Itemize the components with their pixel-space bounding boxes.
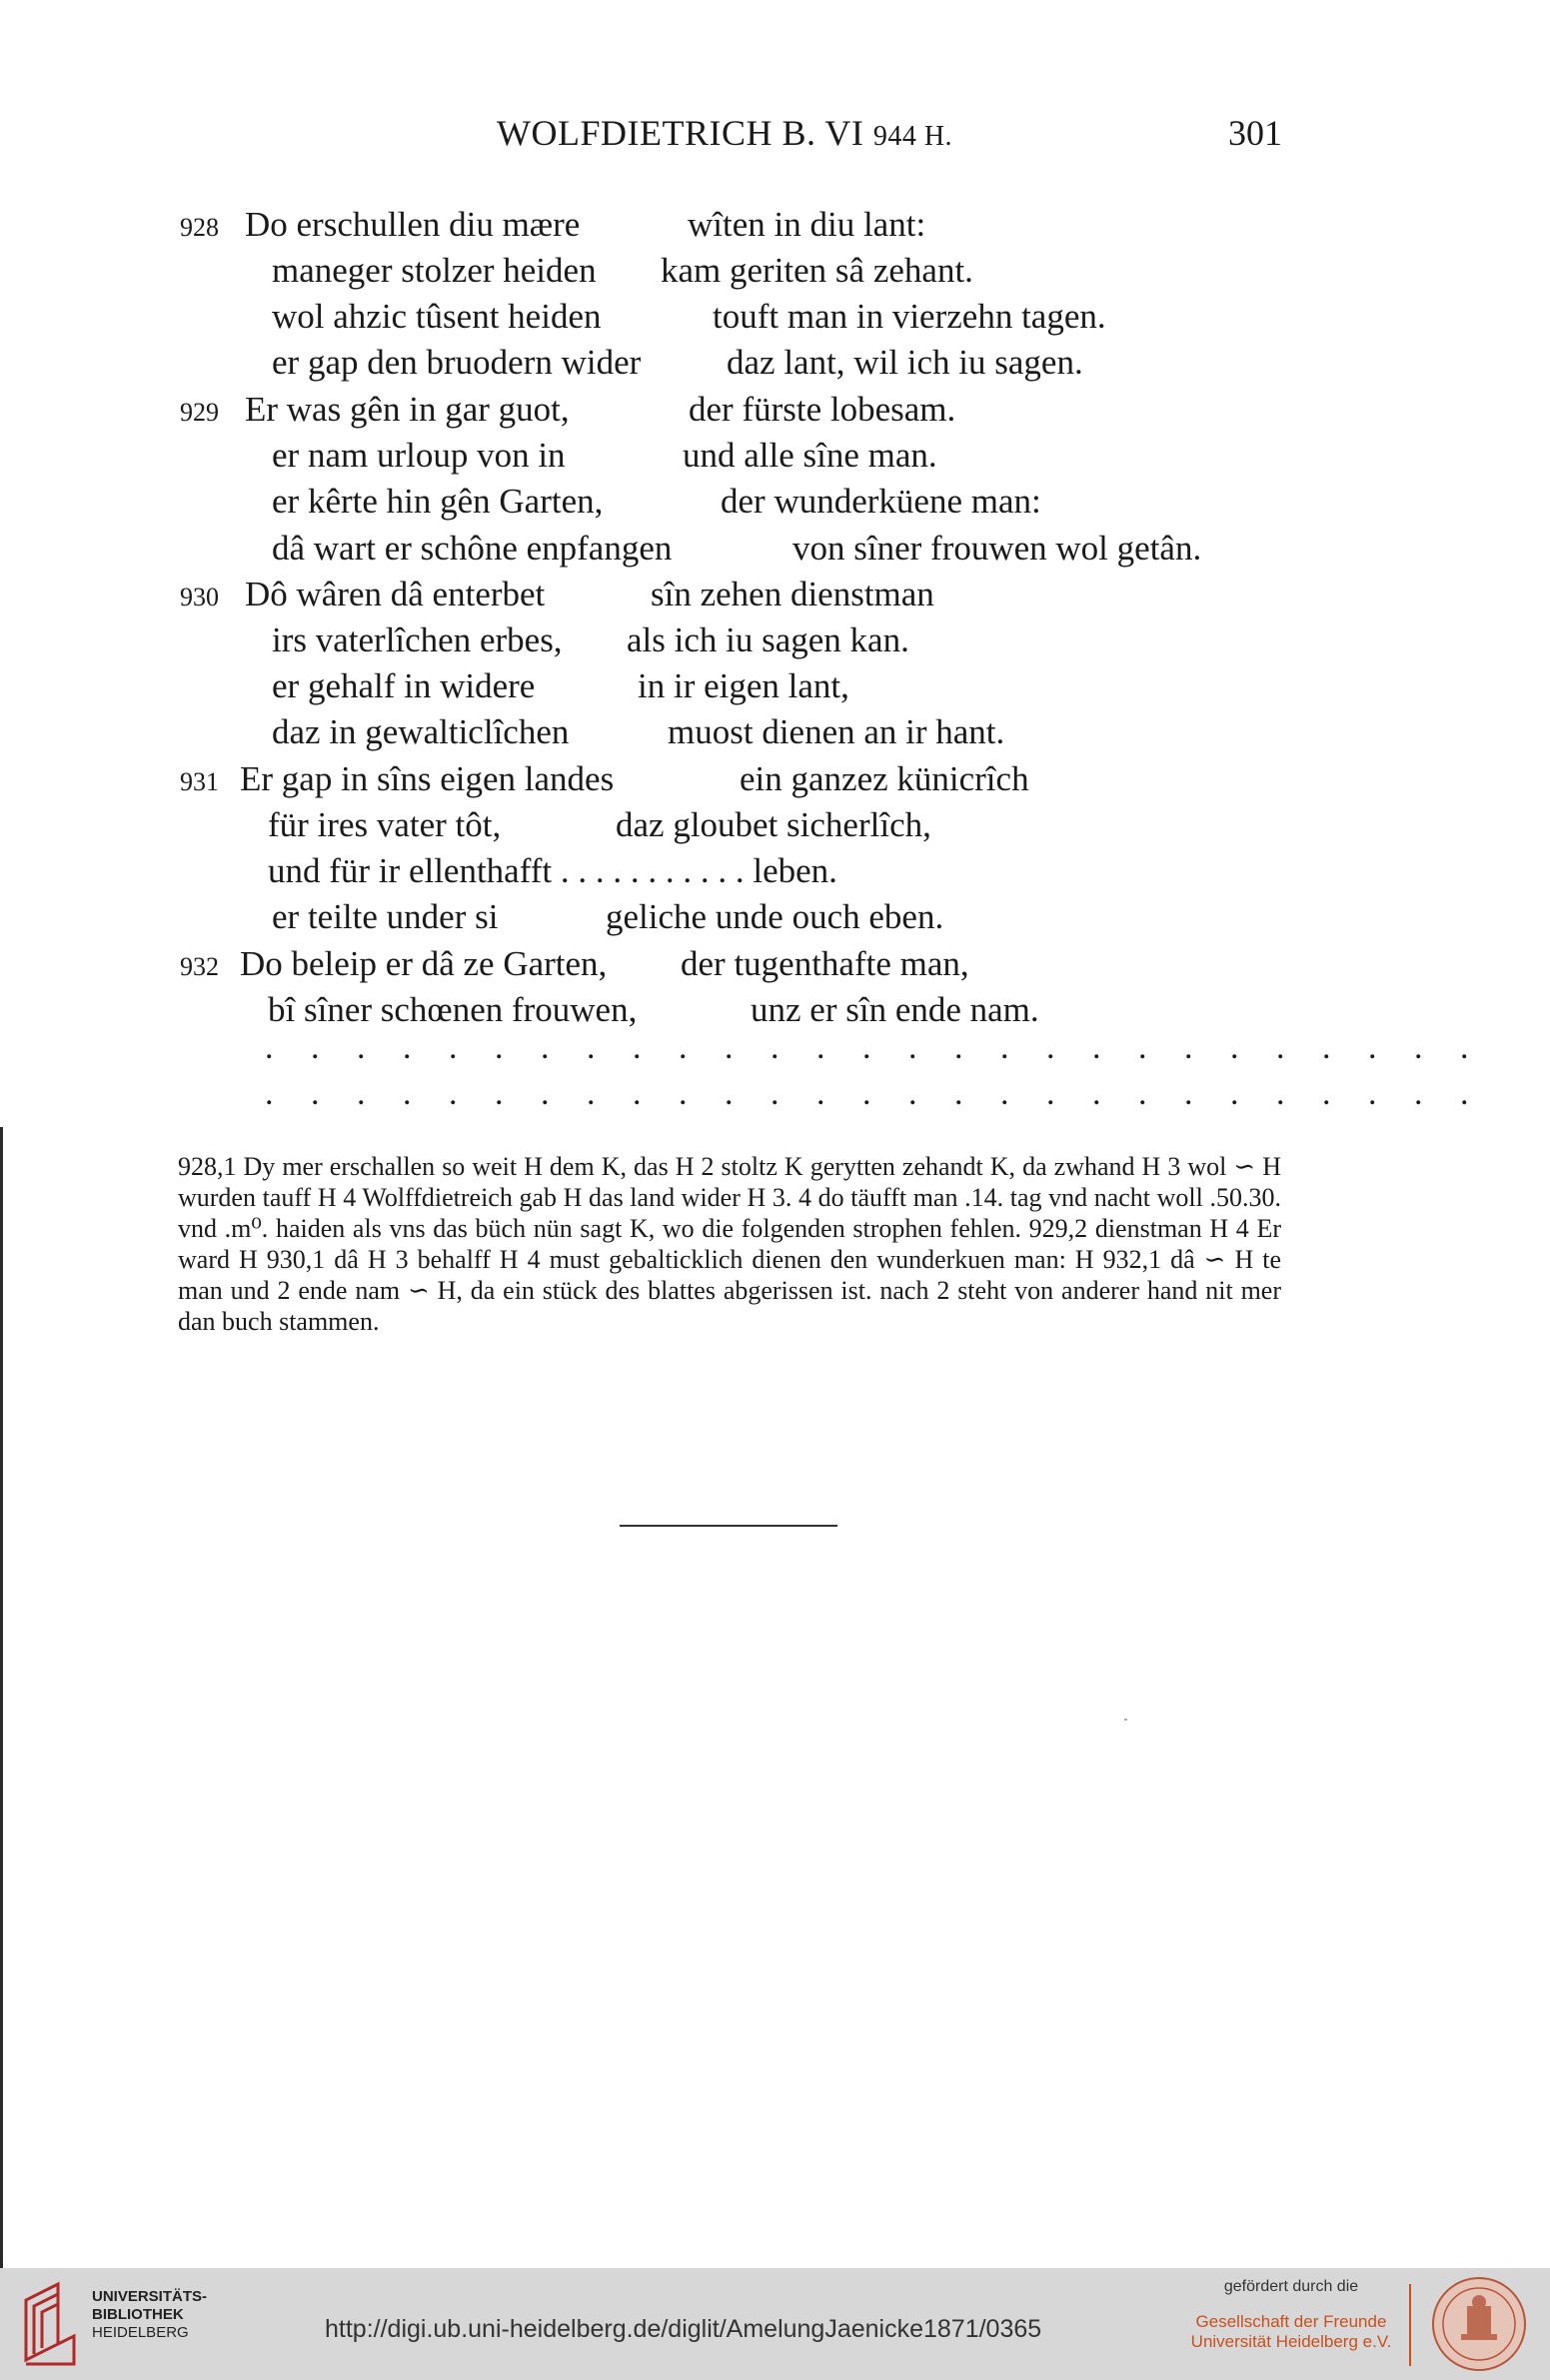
second-half-line: der tugenthafte man, [681, 944, 969, 983]
first-half-line: Er gap in sîns eigen landes [240, 759, 615, 798]
lacuna-dots: . . . . . . . . . . . . . . . . . . . . . . . . . . . [265, 1029, 1483, 1066]
second-half-line: in ir eigen lant, [638, 666, 849, 705]
second-half-line: der fürste lobesam. [689, 390, 956, 429]
verse-line [0, 529, 1550, 575]
verse-line [0, 805, 1550, 851]
first-half-line: Do erschullen diu mære [245, 205, 581, 244]
second-half-line: muost dienen an ir hant. [668, 712, 1005, 751]
first-half-line: für ires vater tôt, [268, 805, 502, 844]
first-half-line: er gehalf in widere [272, 666, 536, 705]
stanza-number: 928 [180, 213, 219, 242]
critical-apparatus [178, 1151, 1281, 1337]
first-half-line: wol ahzic tûsent heiden [272, 297, 602, 336]
verse-line [0, 620, 1550, 666]
first-half-line: er nam urloup von in [272, 436, 566, 475]
second-half-line: unz er sîn ende nam. [751, 990, 1039, 1029]
verse-line [0, 851, 1550, 897]
second-half-line: wîten in diu lant: [688, 205, 926, 244]
second-half-line: touft man in vierzehn tagen. [713, 297, 1106, 336]
page-number: 301 [1228, 113, 1282, 153]
verse-line [0, 436, 1550, 482]
verse-line [0, 666, 1550, 712]
running-title [497, 112, 952, 154]
verse-line [0, 897, 1550, 943]
sponsor-note: gefördert durch die Gesellschaft der Freunde Universität Heidelberg e.V. [1181, 2278, 1401, 2352]
verse-line [0, 575, 1550, 620]
verse-line [0, 759, 1550, 805]
permalink-url[interactable]: http://digi.ub.uni-heidelberg.de/diglit/AmelungJaenicke1871/0365 [325, 2315, 1042, 2343]
scan-speck [1124, 1719, 1127, 1721]
running-title-main: WOLFDIETRICH B. VI [497, 113, 873, 153]
verse-line [0, 944, 1550, 990]
verse-line [0, 205, 1550, 251]
first-half-line: Er was gên in gar guot, [245, 390, 570, 429]
second-half-line: daz lant, wil ich iu sagen. [727, 343, 1083, 382]
second-half-line: ein ganzez künicrîch [740, 759, 1029, 798]
lacuna-dots: . . . . . . . . . . . . . . . . . . . . . . . . . . . [265, 1075, 1483, 1112]
first-half-line: maneger stolzer heiden [272, 251, 597, 290]
footer-bar [0, 2268, 1550, 2380]
first-half-line: er kêrte hin gên Garten, [272, 482, 604, 521]
first-half-line: Do beleip er dâ ze Garten, [240, 944, 608, 983]
second-half-line: kam geriten sâ zehant. [661, 251, 973, 290]
scan-edge [0, 1127, 3, 2268]
sponsor-name: Gesellschaft der Freunde Universität Heidelberg e.V. [1190, 2312, 1392, 2351]
second-half-line: als ich iu sagen kan. [627, 620, 909, 659]
first-half-line: bî sîner schœnen frouwen, [268, 990, 638, 1029]
apparatus-text: 928,1 Dy mer erschallen so weit H dem K, das H 2 stoltz K gerytten zehandt K, da zwhand H 3 wol ∽ H wurden tauff H 4 Wolffdietreich gab H das land wider H 3. 4 do täufft man .14. tag vnd nacht woll .50.30. vnd .m⁰. haiden als vns das büch nün sagt K, wo die folgenden strophen fehlen. 929,2 dienstman H 4 Er ward H 930,1 dâ H 3 behalff H 4 must gebalticklich dienen den wunderkuen man: H 932,1 dâ ∽ H te man und 2 ende nam ∽ H, da ein stück des blattes abgerissen ist. nach 2 steht von anderer hand nit mer dan buch stammen. [178, 1152, 1281, 1336]
section-rule [620, 1525, 837, 1527]
second-half-line: von sîner frouwen wol getân. [792, 529, 1202, 568]
first-half-line: dâ wart er schône enpfangen [272, 529, 673, 568]
footer-divider [1409, 2284, 1411, 2366]
second-half-line: der wunderküene man: [721, 482, 1041, 521]
verse-line [0, 343, 1550, 389]
stanza-number: 931 [180, 767, 219, 796]
verse-line [0, 251, 1550, 297]
library-logo-icon [18, 2280, 82, 2368]
running-head [0, 112, 1550, 162]
second-half-line: geliche unde ouch eben. [606, 897, 944, 936]
running-title-small: 944 H. [872, 121, 953, 152]
stanza-number: 929 [180, 398, 219, 427]
first-half-line: und für ir ellenthafft . . . . . . . . . . . leben. [268, 851, 837, 890]
second-half-line: sîn zehen dienstman [651, 575, 934, 613]
verse-line [0, 297, 1550, 343]
first-half-line: irs vaterlîchen erbes, [272, 620, 563, 659]
second-half-line: und alle sîne man. [683, 436, 937, 475]
first-half-line: er teilte under si [272, 897, 499, 936]
verse-line [0, 482, 1550, 528]
stanza-number: 932 [180, 952, 219, 981]
verse-line [0, 390, 1550, 436]
first-half-line: Dô wâren dâ enterbet [245, 575, 546, 613]
verse-line [0, 712, 1550, 758]
stanza-number: 930 [180, 583, 219, 611]
library-name: UNIVERSITÄTS- BIBLIOTHEK HEIDELBERG [92, 2288, 208, 2341]
university-seal-icon [1431, 2276, 1527, 2372]
second-half-line: daz gloubet sicherlîch, [616, 805, 931, 844]
first-half-line: daz in gewalticlîchen [272, 712, 570, 751]
first-half-line: er gap den bruodern wider [272, 343, 642, 382]
